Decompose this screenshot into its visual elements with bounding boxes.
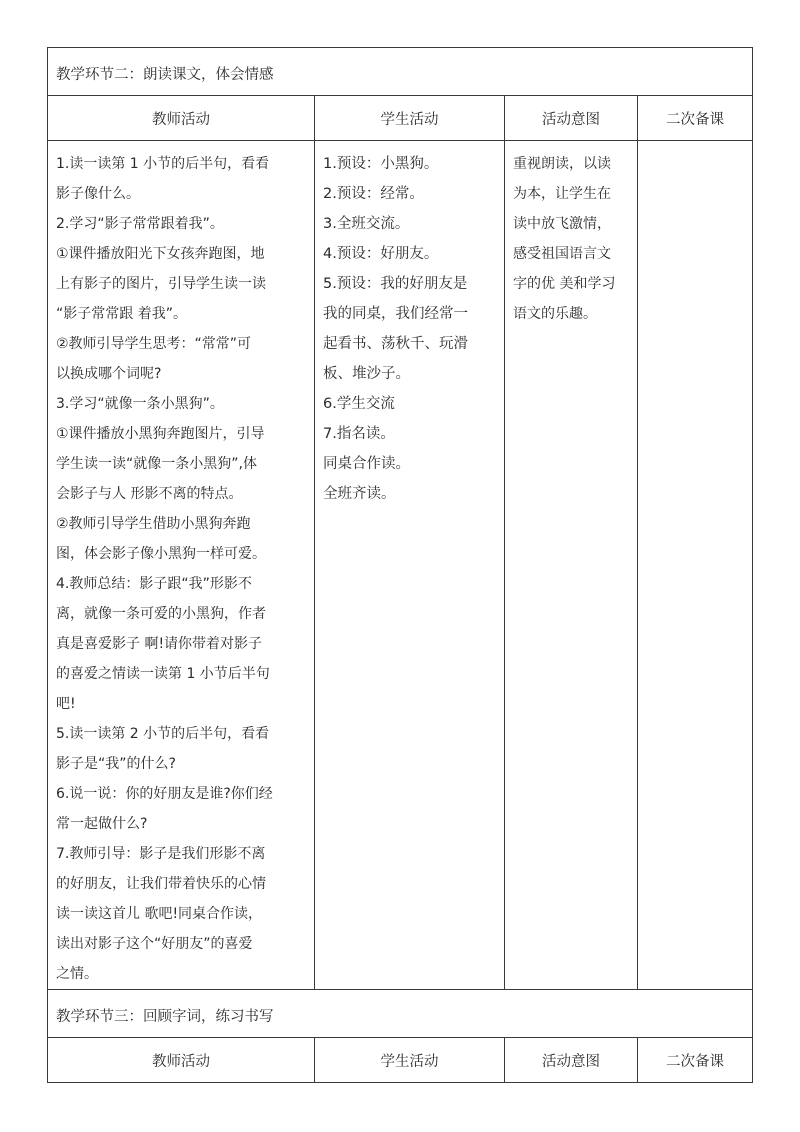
activity-intent-cell <box>505 141 638 990</box>
student-activity-line: 6.学生交流 <box>323 396 395 412</box>
header2-secondary-prep: 二次备课 <box>638 1038 753 1083</box>
teacher-activity-line: 影子是“我”的什么? <box>56 756 176 772</box>
student-activity-line: 5.预设：我的好朋友是 <box>323 276 468 292</box>
teacher-activity-line: 4.教师总结：影子跟“我”形影不 <box>56 576 252 592</box>
teacher-activity-line: 学生读一读“就像一条小黑狗”,体 <box>56 456 257 472</box>
lesson-plan-table <box>47 47 753 1083</box>
header-row-2 <box>48 1038 753 1083</box>
student-activity-line: 同桌合作读。 <box>323 456 410 472</box>
header2-activity-intent: 活动意图 <box>505 1038 638 1083</box>
activity-intent-text <box>513 149 631 329</box>
teacher-activity-line: ①课件播放小黑狗奔跑图片，引导 <box>56 426 265 442</box>
section3-title-cell <box>48 990 753 1038</box>
teacher-activity-line: 1.读一读第 1 小节的后半句，看看 <box>56 156 270 172</box>
teacher-activity-line: 离，就像一条可爱的小黑狗，作者 <box>56 606 266 622</box>
teacher-activity-line: 读出对影子这个“好朋友”的喜爱 <box>56 936 253 952</box>
teacher-activity-line: 真是喜爱影子 啊!请你带着对影子 <box>56 636 263 652</box>
content-row <box>48 141 753 990</box>
teacher-activity-line: ②教师引导学生思考：“常常”可 <box>56 336 252 352</box>
student-activity-line: 7.指名读。 <box>323 426 395 442</box>
header-row <box>48 96 753 141</box>
teacher-activity-line: 吧! <box>56 696 76 712</box>
teacher-activity-line: 的好朋友，让我们带着快乐的心情 <box>56 876 266 892</box>
teacher-activity-line: 5.读一读第 2 小节的后半句，看看 <box>56 726 270 742</box>
student-activity-line: 4.预设：好朋友。 <box>323 246 439 262</box>
teacher-activity-line: 图，体会影子像小黑狗一样可爱。 <box>56 546 266 562</box>
header-secondary-prep: 二次备课 <box>638 96 753 141</box>
teacher-activity-line: 2.学习“影子常常跟着我”。 <box>56 216 224 232</box>
section2-title-cell <box>48 48 753 96</box>
header-student-activity: 学生活动 <box>315 96 505 141</box>
teacher-activity-line: 以换成哪个词呢? <box>56 366 162 382</box>
activity-intent-line: 字的优 美和学习 <box>513 276 616 292</box>
student-activity-line: 全班齐读。 <box>323 486 396 502</box>
student-activity-line: 3.全班交流。 <box>323 216 410 232</box>
teacher-activity-line: 6.说一说：你的好朋友是谁?你们经 <box>56 786 273 802</box>
header2-student-activity: 学生活动 <box>315 1038 505 1083</box>
teacher-activity-line: ①课件播放阳光下女孩奔跑图，地 <box>56 246 265 262</box>
secondary-prep-cell <box>638 141 753 990</box>
student-activity-cell <box>315 141 505 990</box>
activity-intent-line: 语文的乐趣。 <box>513 306 597 322</box>
header-teacher-activity: 教师活动 <box>48 96 315 141</box>
activity-intent-line: 感受祖国语言文 <box>513 246 611 262</box>
teacher-activity-line: 7.教师引导：影子是我们形影不离 <box>56 846 266 862</box>
section2-title: 教学环节二：朗读课文，体会情感 <box>56 67 274 83</box>
teacher-activity-line: 常一起做什么? <box>56 816 148 832</box>
header2-teacher-activity: 教师活动 <box>48 1038 315 1083</box>
activity-intent-line: 重视朗读，以读 <box>513 156 611 172</box>
student-activity-line: 2.预设：经常。 <box>323 186 424 202</box>
section3-title: 教学环节三：回顾字词，练习书写 <box>56 1009 274 1025</box>
teacher-activity-line: 读一读这首儿 歌吧!同桌合作读， <box>56 906 263 922</box>
student-activity-line: 板、堆沙子。 <box>323 366 410 382</box>
teacher-activity-line: ②教师引导学生借助小黑狗奔跑 <box>56 516 251 532</box>
teacher-activity-line: 会影子与人 形影不离的特点。 <box>56 486 243 502</box>
teacher-activity-line: 上有影子的图片，引导学生读一读 <box>56 276 266 292</box>
student-activity-line: 起看书、荡秋千、玩滑 <box>323 336 468 352</box>
teacher-activity-line: 3.学习“就像一条小黑狗”。 <box>56 396 224 412</box>
teacher-activity-line: “影子常常跟 着我”。 <box>56 306 187 322</box>
activity-intent-line: 读中放飞激情， <box>513 216 611 232</box>
section3-row <box>48 990 753 1038</box>
teacher-activity-line: 的喜爱之情读一读第 1 小节后半句 <box>56 666 270 682</box>
student-activity-line: 1.预设：小黑狗。 <box>323 156 439 172</box>
header-activity-intent: 活动意图 <box>505 96 638 141</box>
teacher-activity-cell <box>48 141 315 990</box>
teacher-activity-text <box>56 149 308 989</box>
student-activity-text <box>323 149 498 509</box>
section2-row <box>48 48 753 96</box>
activity-intent-line: 为本，让学生在 <box>513 186 611 202</box>
student-activity-line: 我的同桌，我们经常一 <box>323 306 468 322</box>
teacher-activity-line: 之情。 <box>56 966 98 982</box>
teacher-activity-line: 影子像什么。 <box>56 186 140 202</box>
